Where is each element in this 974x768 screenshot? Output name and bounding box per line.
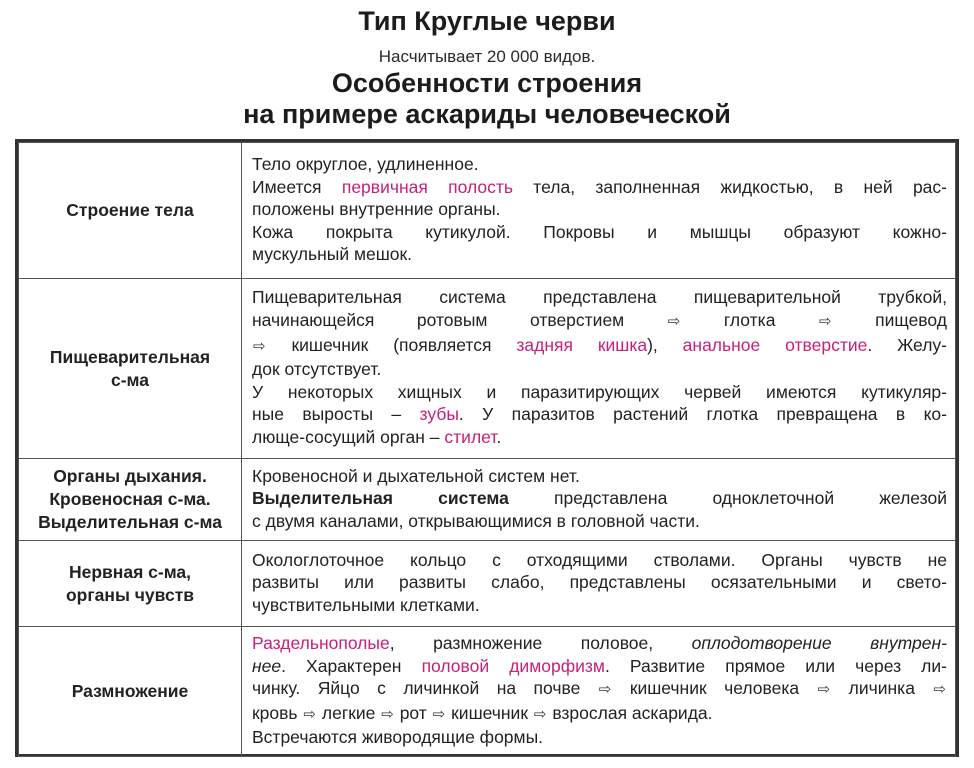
- row-content-body-structure: [242, 143, 956, 279]
- text: Кровеносной и дыхательной систем нет.: [252, 465, 580, 486]
- row-content-respiratory: [242, 459, 956, 541]
- text-line: [252, 358, 947, 381]
- row-label-nervous: [19, 541, 242, 627]
- text: пищевод: [875, 310, 947, 331]
- arrow-right-icon: ⇨: [667, 313, 681, 331]
- highlight-term: половой диморфизм: [421, 655, 605, 676]
- text: У некоторых хищных и паразитирующих червей имеются кутикуляр-: [252, 381, 947, 402]
- text: глотка: [723, 310, 776, 331]
- arrow-right-icon: ⇨: [933, 681, 946, 699]
- bold-term: Выделительная система: [252, 488, 509, 509]
- arrow-right-icon: ⇨: [253, 337, 266, 355]
- text: тела, заполненная жидкостью, в ней рас-: [513, 176, 947, 197]
- arrow-right-icon: ⇨: [381, 705, 394, 723]
- text-line: [252, 403, 947, 426]
- text: личинка: [848, 678, 915, 699]
- text-line: [252, 381, 947, 404]
- text: Пищеварительная система представлена пищеварительной трубкой,: [252, 287, 947, 308]
- text: Имеется: [252, 176, 342, 197]
- arrow-right-icon: ⇨: [303, 705, 316, 723]
- row-label-reproduction: [19, 627, 242, 757]
- text: . Желу-: [867, 334, 947, 355]
- text-line: [252, 702, 947, 727]
- text: . Развитие прямое или через ли-: [604, 655, 947, 676]
- text: . Характерен: [281, 655, 422, 676]
- text: Окологлоточное кольцо с отходящими стволами. Органы чувств не: [252, 549, 947, 570]
- section-title: Особенности строения: [331, 68, 643, 98]
- text: легкие: [321, 702, 376, 723]
- text: кишечник (появляется: [291, 334, 517, 355]
- text: рот: [399, 702, 427, 723]
- row-content-reproduction: [242, 627, 956, 757]
- label-text: Размножение: [71, 681, 189, 701]
- text-line: [252, 655, 947, 678]
- table-row-reproduction: [19, 627, 956, 757]
- text-line: [252, 677, 947, 702]
- text: чувствительными клетками.: [252, 594, 480, 615]
- text: ),: [647, 334, 683, 355]
- italic-term: нее: [252, 655, 282, 676]
- text-line: [252, 510, 947, 533]
- text: мускульный мешок.: [252, 244, 413, 265]
- arrow-right-icon: ⇨: [533, 705, 547, 723]
- text: .: [496, 426, 502, 447]
- row-label-digestive: [19, 279, 242, 459]
- text: представлена одноклеточной железой: [508, 488, 947, 509]
- text: кишечник: [451, 702, 528, 723]
- species-count: Насчитывает 20 000 видов.: [378, 47, 596, 66]
- text: ные выросты –: [252, 404, 420, 425]
- text: кровь: [252, 702, 298, 723]
- text: . У паразитов растений глотка превращена в ко-: [458, 404, 947, 425]
- highlight-term: первичная полость: [341, 176, 513, 197]
- text: Кожа покрыта кутикулой. Покровы и мышцы образуют кожно-: [252, 221, 947, 242]
- arrow-right-icon: ⇨: [818, 313, 832, 331]
- text-line: [252, 176, 947, 199]
- label-text: органы чувств: [65, 584, 195, 605]
- text: Встречаются живородящие формы.: [252, 727, 544, 748]
- text: взрослая аскарида.: [552, 702, 713, 723]
- text-line: [252, 487, 947, 510]
- label-text: Строение тела: [66, 200, 194, 220]
- row-content-nervous: [242, 541, 956, 627]
- text-line: [252, 726, 947, 749]
- text: люще-сосущий орган –: [252, 426, 445, 447]
- text-line: [252, 221, 947, 244]
- text-line: [252, 426, 947, 449]
- text-line: [252, 549, 947, 572]
- arrow-right-icon: ⇨: [432, 705, 446, 723]
- highlight-term: анальное отверстие: [682, 334, 868, 355]
- row-label-body-structure: [19, 143, 242, 279]
- text: положены внутренние органы.: [252, 199, 501, 220]
- label-text: Пищеварительная: [49, 346, 211, 367]
- text: с двумя каналами, открывающимися в головной части.: [252, 510, 700, 531]
- row-content-digestive: [242, 279, 956, 459]
- highlight-term: задняя кишка: [516, 334, 648, 355]
- text-line: [252, 632, 947, 655]
- text: развиты или развиты слабо, представлены осязательными и свето-: [252, 572, 947, 593]
- label-text: Выделительная с-ма: [38, 512, 222, 532]
- italic-term: оплодотворение внутрен-: [691, 633, 947, 654]
- table-row-respiratory: [19, 459, 956, 541]
- table-row-digestive: [19, 279, 956, 459]
- text-line: [252, 465, 947, 488]
- text-line: [252, 153, 947, 176]
- features-table: [15, 139, 959, 757]
- label-text: с-ма: [110, 369, 149, 390]
- text-line: [252, 198, 947, 221]
- label-text: Органы дыхания.: [53, 466, 207, 486]
- table-row-body-structure: [19, 143, 956, 279]
- highlight-term: зубы: [419, 404, 459, 425]
- label-text: Нервная с-ма,: [68, 561, 192, 582]
- text-line: [252, 334, 947, 359]
- highlight-term: Раздельнополые: [252, 633, 390, 654]
- text: кишечник человека: [629, 678, 800, 699]
- text-line: [252, 571, 947, 594]
- text: док отсутствует.: [252, 359, 382, 380]
- text: чинку. Яйцо с личинкой на почве: [252, 678, 581, 699]
- table-row-nervous: [19, 541, 956, 627]
- section-subtitle: на примере аскариды человеческой: [243, 99, 731, 129]
- text: начинающейся ротовым отверстием: [252, 310, 625, 331]
- text-line: [252, 286, 947, 309]
- arrow-right-icon: ⇨: [598, 681, 612, 699]
- text: , размножение половое,: [389, 633, 692, 654]
- highlight-term: стилет: [444, 426, 497, 447]
- text-line: [252, 309, 947, 334]
- page-title: Тип Круглые черви: [358, 6, 616, 36]
- row-label-respiratory: [19, 459, 242, 541]
- label-text: Кровеносная с-ма.: [49, 489, 211, 509]
- text-line: [252, 243, 947, 266]
- text: Тело округлое, удлиненное.: [252, 154, 479, 175]
- text-line: [252, 594, 947, 617]
- arrow-right-icon: ⇨: [817, 681, 831, 699]
